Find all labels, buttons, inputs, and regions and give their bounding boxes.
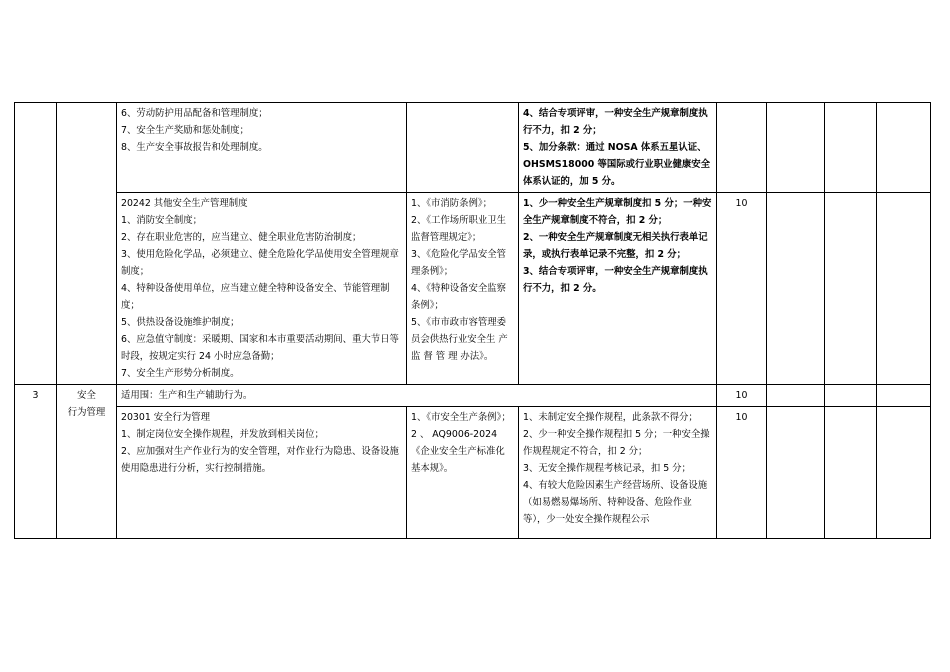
blank-cell (767, 103, 825, 193)
blank-cell (877, 103, 931, 193)
score-cell (717, 103, 767, 193)
basis-cell: 1、《市消防条例》； 2、《工作场所职业卫生监督管理规定》； 3、《危险化学品安全管理条例》； 4、《特种设备安全监察条例》； 5、《市市政市容管理委员会供热行业安全生 产 监 督 管 理 办法》。 (407, 193, 519, 385)
method-cell: 1、少一种安全生产规章制度扣 5 分；一种安全生产规章制度不符合，扣 2 分； 2、一种安全生产规章制度无相关执行表单记录，或执行表单记录不完整，扣 2 分； 3、结合专项评审，一种安全生产规章制度执行不力，扣 2 分。 (519, 193, 717, 385)
blank-cell (825, 193, 877, 385)
table-row (15, 407, 931, 539)
blank-cell (825, 385, 877, 407)
blank-cell (877, 385, 931, 407)
scope-cell: 适用围：生产和生产辅助行为。 (117, 385, 717, 407)
item-cell: 6、劳动防护用品配备和管理制度； 7、安全生产奖励和惩处制度； 8、生产安全事故报告和处理制度。 (117, 103, 407, 193)
section-category: 安全 行为管理 (57, 385, 117, 539)
score-cell: 10 (717, 193, 767, 385)
blank-cell (767, 385, 825, 407)
section-number: 3 (15, 385, 57, 539)
method-cell: 4、结合专项评审，一种安全生产规章制度执行不力，扣 2 分； 5、加分条款：通过 NOSA 体系五星认证、OHSMS18000 等国际或行业职业健康安全体系认证的，加 5 分。 (519, 103, 717, 193)
blank-cell (877, 407, 931, 539)
table-row (15, 193, 931, 385)
table-row (15, 103, 931, 193)
standard-table (14, 102, 931, 539)
basis-cell (407, 103, 519, 193)
blank-cell (767, 193, 825, 385)
scope-score-cell: 10 (717, 385, 767, 407)
blank-cell (825, 407, 877, 539)
basis-cell: 1、《市安全生产条例》； 2 、 AQ9006-2024《企业安全生产标准化基本规》。 (407, 407, 519, 539)
number-cell (15, 103, 57, 385)
item-cell: 20301 安全行为管理 1、制定岗位安全操作规程，并发放到相关岗位； 2、应加强对生产作业行为的安全管理，对作业行为隐患、设备设施使用隐患进行分析，实行控制措施。 (117, 407, 407, 539)
blank-cell (877, 193, 931, 385)
score-cell: 10 (717, 407, 767, 539)
method-cell: 1、未制定安全操作规程，此条款不得分； 2、少一种安全操作规程扣 5 分；一种安全操作规程规定不符合，扣 2 分； 3、无安全操作规程考核记录，扣 5 分； 4、有较大危险因素生产经营场所、设备设施（如易燃易爆场所、特种设备、危险作业等），少一处安全操作规程公示 (519, 407, 717, 539)
category-cell (57, 103, 117, 385)
blank-cell (825, 103, 877, 193)
blank-cell (767, 407, 825, 539)
item-cell: 20242 其他安全生产管理制度 1、消防安全制度； 2、存在职业危害的，应当建立、健全职业危害防治制度； 3、使用危险化学品，必须建立、健全危险化学品使用安全管理规章制度； 4、特种设备使用单位，应当建立健全特种设备安全、节能管理制度； 5、供热设备设施维护制度； 6、应急值守制度：采暖期、国家和本市重要活动期间、重大节日等时段，按规定实行 24 小时应急备勤； 7、安全生产形势分析制度。 (117, 193, 407, 385)
table-row (15, 385, 931, 407)
